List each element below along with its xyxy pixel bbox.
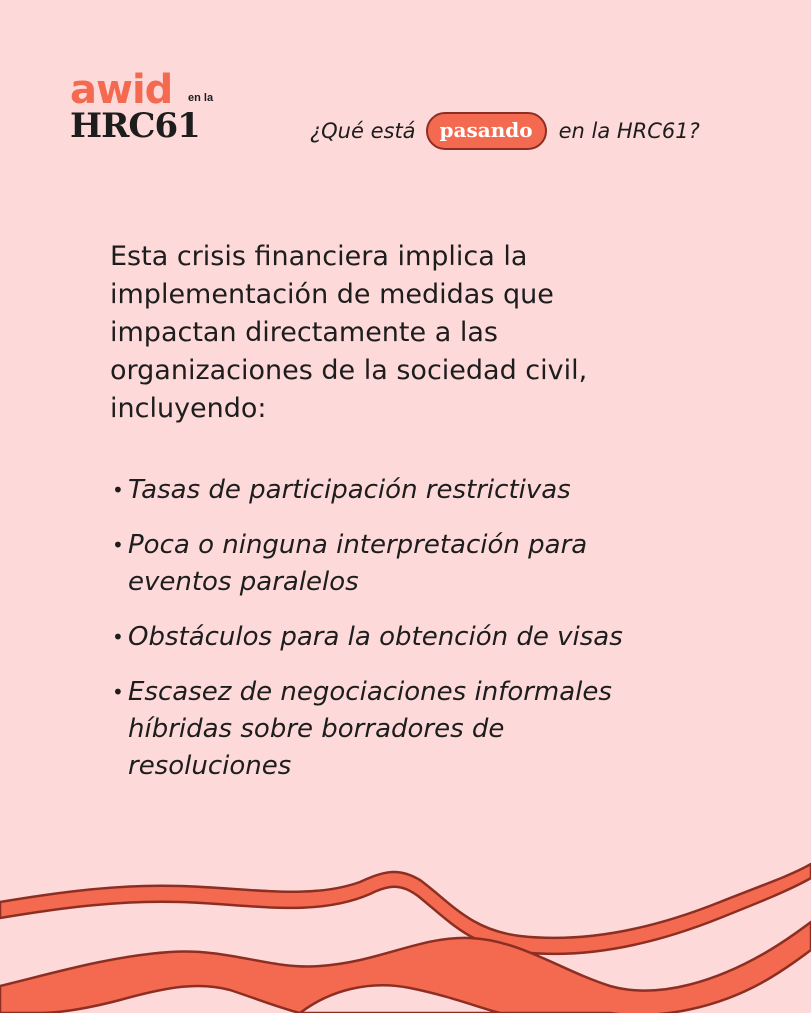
list-item xyxy=(110,619,670,656)
bullet-icon: • xyxy=(112,533,124,557)
question-suffix: en la HRC61? xyxy=(558,119,700,143)
bullet-icon: • xyxy=(112,680,124,704)
list-item-text: Obstáculos para la obtención de visas xyxy=(128,622,623,652)
highlight-pill: pasando xyxy=(426,112,547,150)
measures-list xyxy=(110,472,670,803)
header-question xyxy=(310,110,700,152)
logo-connector: en la xyxy=(188,92,214,104)
intro-paragraph: Esta crisis financiera implica la implementación de medidas que impactan directamente a las organizaciones de la sociedad civil, incluyendo: xyxy=(110,241,588,424)
wave-band-upper xyxy=(0,864,811,954)
decorative-waves xyxy=(0,840,811,1013)
logo-awid: awid xyxy=(70,67,173,113)
bullet-icon: • xyxy=(112,478,124,502)
list-item xyxy=(110,527,670,601)
logo-event: HRC61 xyxy=(70,106,200,146)
bullet-icon: • xyxy=(112,625,124,649)
list-item-text: Poca o ninguna interpretación para eventos paralelos xyxy=(128,530,588,597)
list-item-text: Escasez de negociaciones informales híbridas sobre borradores de resoluciones xyxy=(128,677,612,781)
list-item xyxy=(110,472,670,509)
question-prefix: ¿Qué está xyxy=(310,119,416,143)
list-item-text: Tasas de participación restrictivas xyxy=(128,475,571,505)
list-item xyxy=(110,674,670,785)
logo xyxy=(70,67,230,150)
